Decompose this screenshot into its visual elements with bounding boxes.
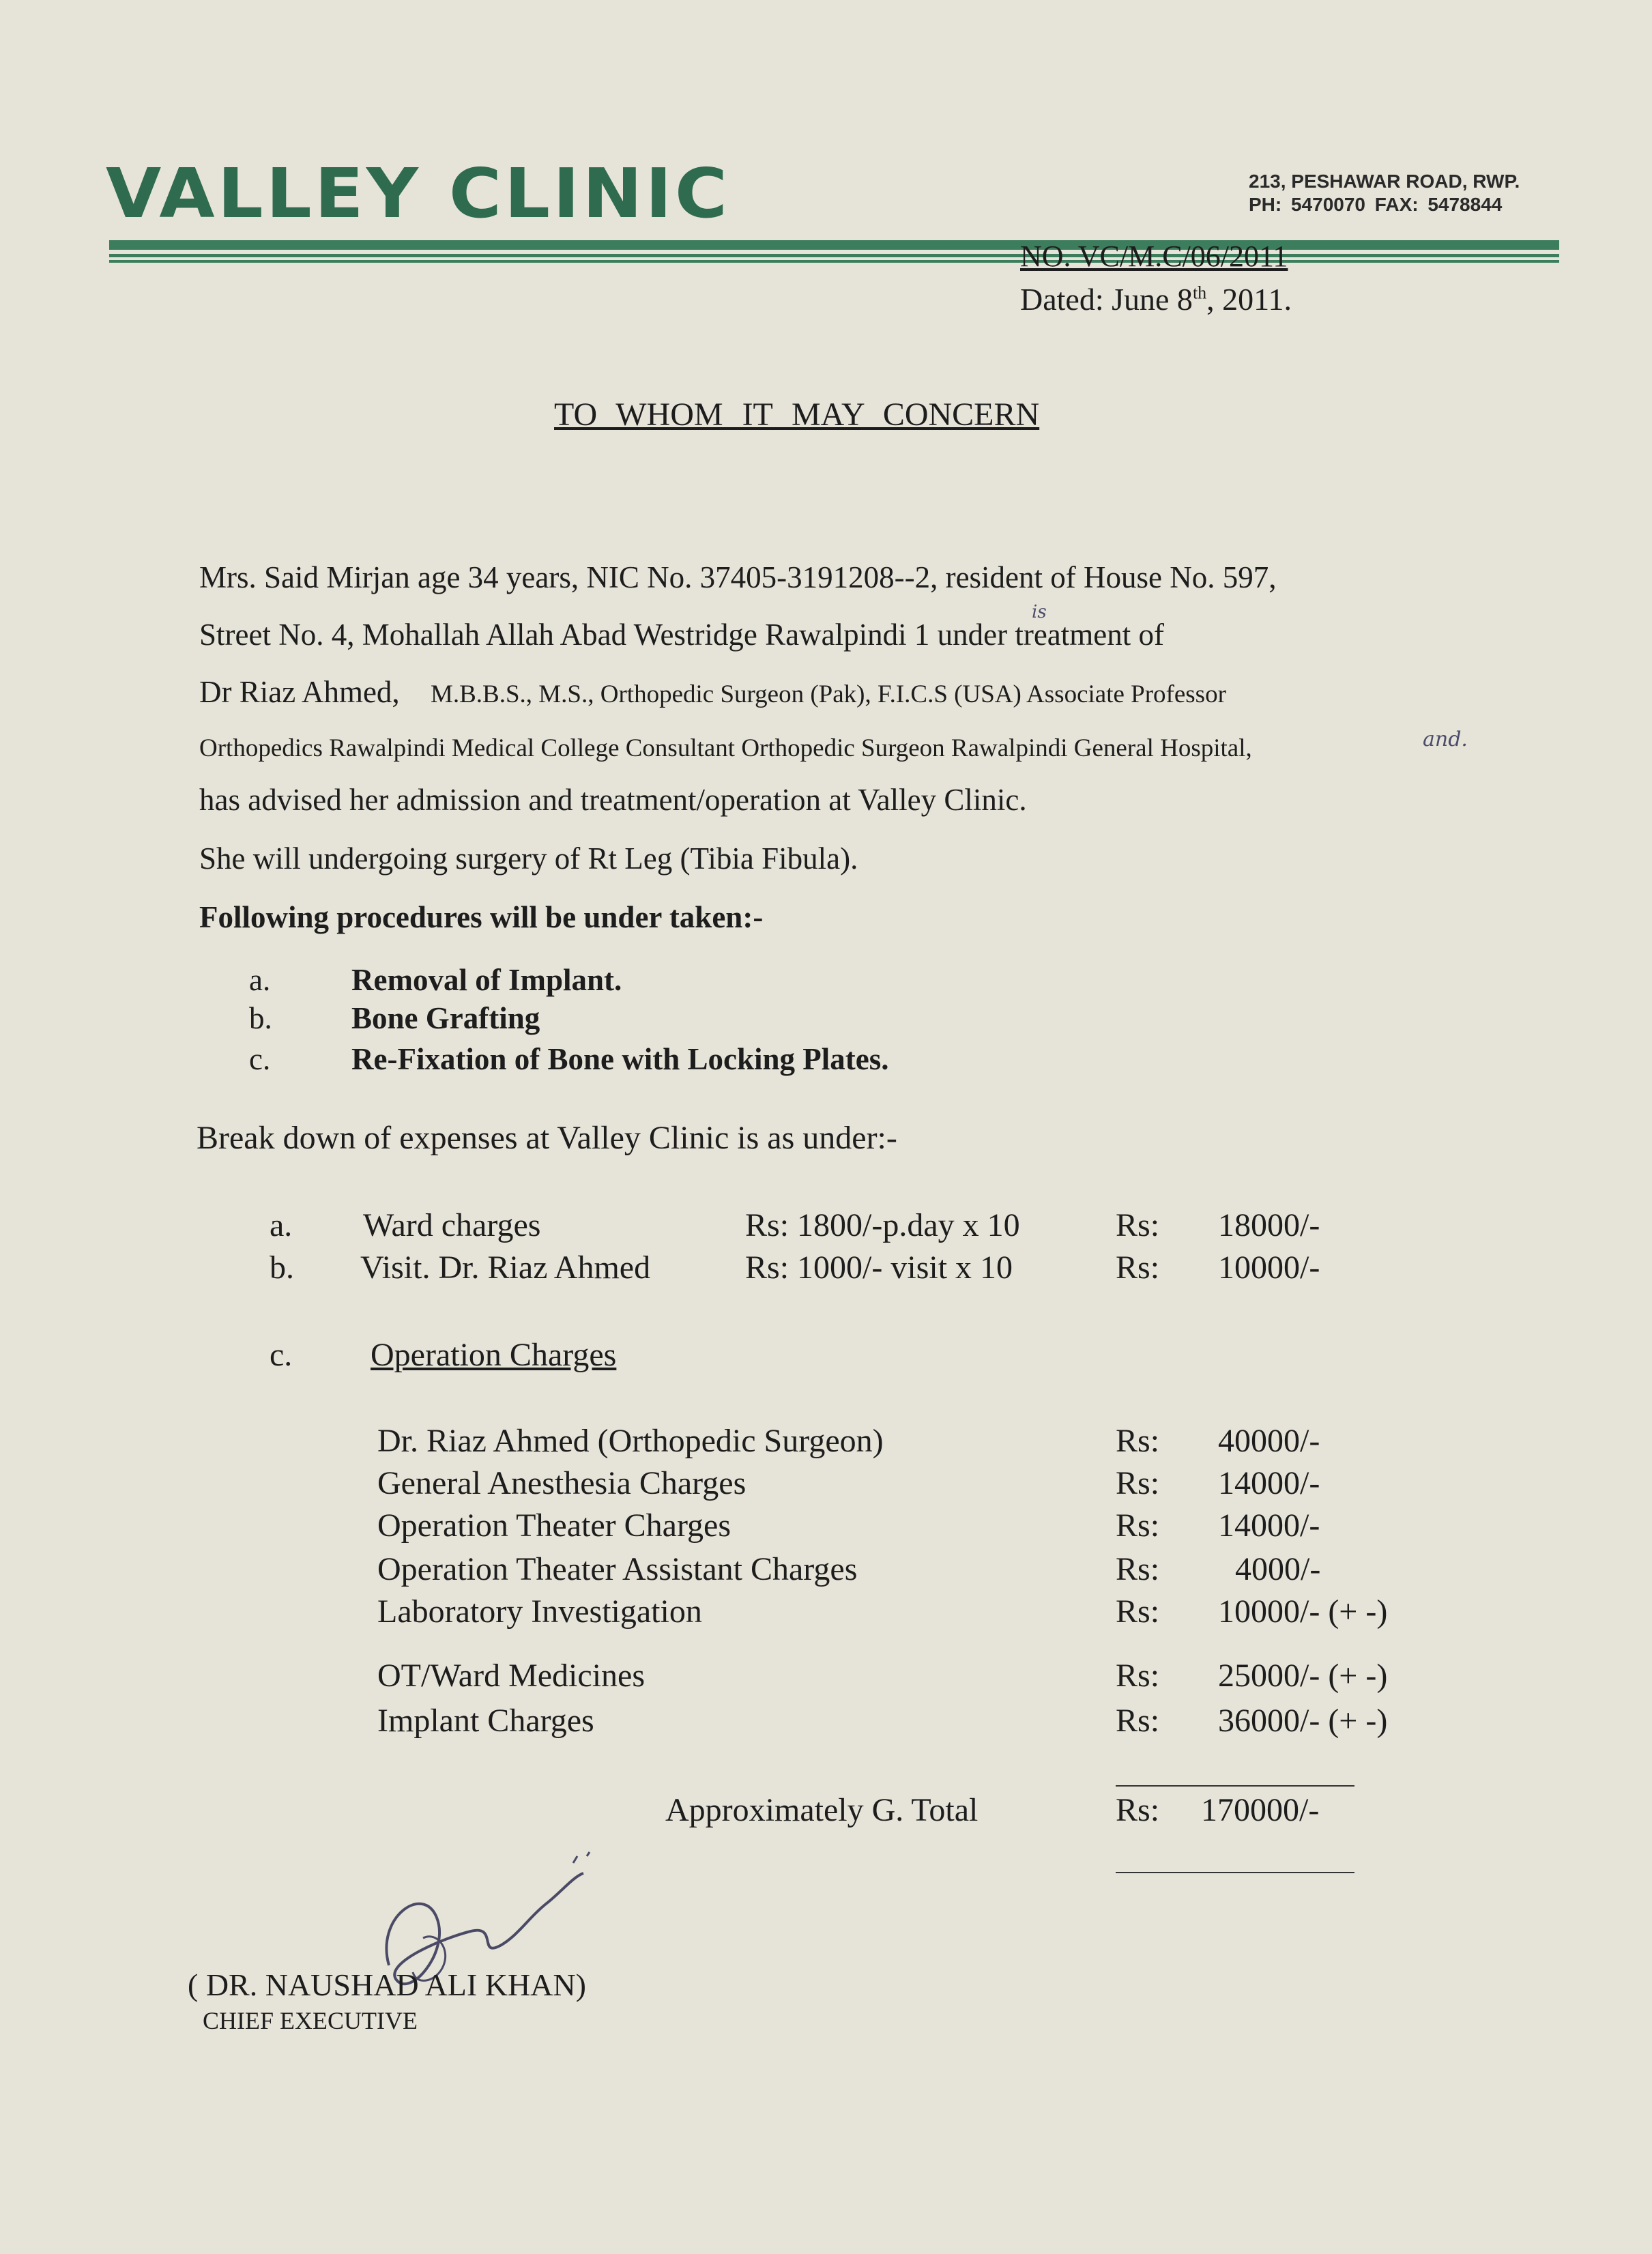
operation-rs: Rs: (1116, 1658, 1160, 1694)
operation-rs: Rs: (1116, 1703, 1160, 1739)
operation-item: OT/Ward Medicines (377, 1658, 646, 1694)
expense-letter: b. (270, 1249, 294, 1286)
operation-amount: 4000/- (1235, 1551, 1321, 1587)
operation-item: Laboratory Investigation (377, 1593, 702, 1630)
expense-item: Visit. Dr. Riaz Ahmed (360, 1249, 651, 1286)
signatory-title: CHIEF EXECUTIVE (203, 2007, 418, 2034)
letter-date: Dated: June 8th, 2011. (1020, 282, 1292, 317)
operation-rs: Rs: (1116, 1465, 1160, 1501)
total-rs: Rs: (1116, 1792, 1160, 1828)
reference-number: NO. VC/M.C/06/2011 (1020, 240, 1288, 273)
total-amount: 170000/- (1201, 1792, 1320, 1828)
procedure-item: Re-Fixation of Bone with Locking Plates. (351, 1042, 889, 1076)
operation-amount: 36000/- (+ -) (1218, 1703, 1388, 1739)
body-line-6: She will undergoing surgery of Rt Leg (Tibia Fibula). (199, 841, 858, 876)
operation-amount: 14000/- (1218, 1465, 1320, 1501)
operation-amount: 10000/- (+ -) (1218, 1593, 1388, 1630)
expense-rs: Rs: (1116, 1249, 1160, 1286)
letter-heading: TO WHOM IT MAY CONCERN (554, 396, 1040, 433)
doctor-name: Dr Riaz Ahmed, (199, 675, 400, 709)
operation-item: Dr. Riaz Ahmed (Orthopedic Surgeon) (377, 1423, 884, 1459)
expense-rate: Rs: 1000/- visit x 10 (745, 1249, 1013, 1286)
operation-item: General Anesthesia Charges (377, 1465, 747, 1501)
clinic-logo: VALLEY CLINIC (106, 154, 731, 233)
expense-amount: 10000/- (1218, 1249, 1320, 1286)
procedure-item: Removal of Implant. (351, 963, 622, 997)
letterhead-rule-thin-2 (109, 260, 1559, 263)
operation-item: Operation Theater Assistant Charges (377, 1551, 858, 1587)
expense-letter: a. (270, 1207, 293, 1243)
clinic-phone: PH: 5470070 FAX: 5478844 (1249, 194, 1503, 215)
total-label: Approximately G. Total (665, 1792, 979, 1828)
expense-amount: 18000/- (1218, 1207, 1320, 1243)
body-line-4: Orthopedics Rawalpindi Medical College Consultant Orthopedic Surgeon Rawalpindi General Hospital, (199, 734, 1252, 762)
body-line-2: Street No. 4, Mohallah Allah Abad Westridge Rawalpindi 1 under treatment of (199, 618, 1164, 652)
doctor-credentials: M.B.B.S., M.S., Orthopedic Surgeon (Pak), F.I.C.S (USA) Associate Professor (430, 680, 1226, 708)
operation-amount: 40000/- (1218, 1423, 1320, 1459)
handwritten-annotation-is: is (1032, 602, 1047, 622)
operation-rs: Rs: (1116, 1551, 1160, 1587)
operation-rs: Rs: (1116, 1423, 1160, 1459)
procedure-letter: c. (249, 1042, 271, 1076)
procedure-item: Bone Grafting (351, 1001, 540, 1035)
operation-amount: 14000/- (1218, 1507, 1320, 1544)
operation-item: Operation Theater Charges (377, 1507, 731, 1544)
body-line-5: has advised her admission and treatment/operation at Valley Clinic. (199, 783, 1027, 817)
operation-rs: Rs: (1116, 1593, 1160, 1630)
procedure-letter: b. (249, 1001, 272, 1035)
procedures-heading: Following procedures will be under taken:- (199, 900, 764, 934)
operation-amount: 25000/- (+ -) (1218, 1658, 1388, 1694)
body-line-1: Mrs. Said Mirjan age 34 years, NIC No. 37405-3191208--2, resident of House No. 597, (199, 560, 1277, 594)
letterhead-rule-thin (109, 254, 1559, 257)
operation-title: Operation Charges (371, 1337, 617, 1373)
letterhead-rule (109, 240, 1559, 250)
operation-rs: Rs: (1116, 1507, 1160, 1544)
clinic-address: 213, PESHAWAR ROAD, RWP. (1249, 171, 1520, 192)
total-rule-bottom (1116, 1872, 1354, 1873)
signatory-name: ( DR. NAUSHAD ALI KHAN) (188, 1967, 586, 2002)
expense-rs: Rs: (1116, 1207, 1160, 1243)
procedure-letter: a. (249, 963, 271, 997)
operation-letter: c. (270, 1337, 293, 1373)
body-line-3 (199, 674, 1226, 710)
operation-item: Implant Charges (377, 1703, 594, 1739)
expenses-heading: Break down of expenses at Valley Clinic is as under:- (197, 1120, 897, 1156)
expense-rate: Rs: 1800/-p.day x 10 (745, 1207, 1020, 1243)
total-rule-top (1116, 1785, 1354, 1787)
expense-item: Ward charges (363, 1207, 541, 1243)
handwritten-annotation-and: and. (1423, 727, 1468, 751)
